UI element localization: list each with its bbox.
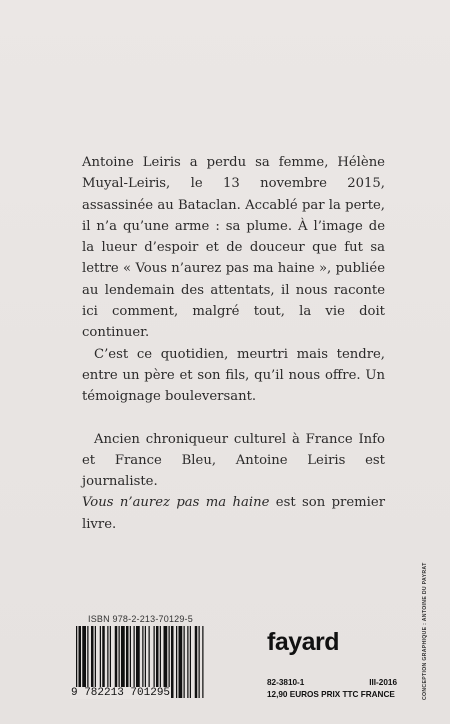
design-credit: CONCEPTION GRAPHIQUE : ANTOINE DU PAYRAT [422, 562, 428, 700]
author-bio [82, 429, 385, 493]
author-bio-text: Ancien chroniqueur culturel à France Info et France Bleu, Antoine Leiris est journaliste. [82, 431, 385, 490]
first-book-note-text: est son premier livre. [82, 495, 385, 532]
blurb-paragraph-1: Antoine Leiris a perdu sa femme, Hélène Muyal-Leiris, le 13 novembre 2015, assassinée au Bataclan. Accablé par la perte, il n’a qu’une arme : sa plume. À l’image de la lueur d’espoir et de douceur que fut sa lettre « Vous n’aurez pas ma haine », publiée au lendemain des attentats, il nous raconte ici comment, malgré tout, la vie doit continuer. [82, 155, 385, 341]
book-title: Vous n’aurez pas ma haine [82, 495, 270, 511]
price-label: 12,90 EUROS PRIX TTC FRANCE [267, 690, 395, 699]
isbn-label: ISBN 978-2-213-70129-5 [88, 614, 193, 624]
blurb-paragraph-2: C’est ce quotidien, meurtri mais tendre, entre un père et son fils, qu’il nous offre. Un témoignage bouleversant. [82, 346, 385, 405]
edition-date: III-2016 [369, 678, 397, 687]
barcode-digits: 9 782213 701295 [71, 687, 171, 699]
publisher-logo: fayard [267, 628, 340, 656]
price-codes [267, 677, 397, 701]
reference-code: 82-3810-1 [267, 678, 305, 687]
blurb-text [82, 152, 385, 535]
first-book-note [82, 492, 385, 535]
